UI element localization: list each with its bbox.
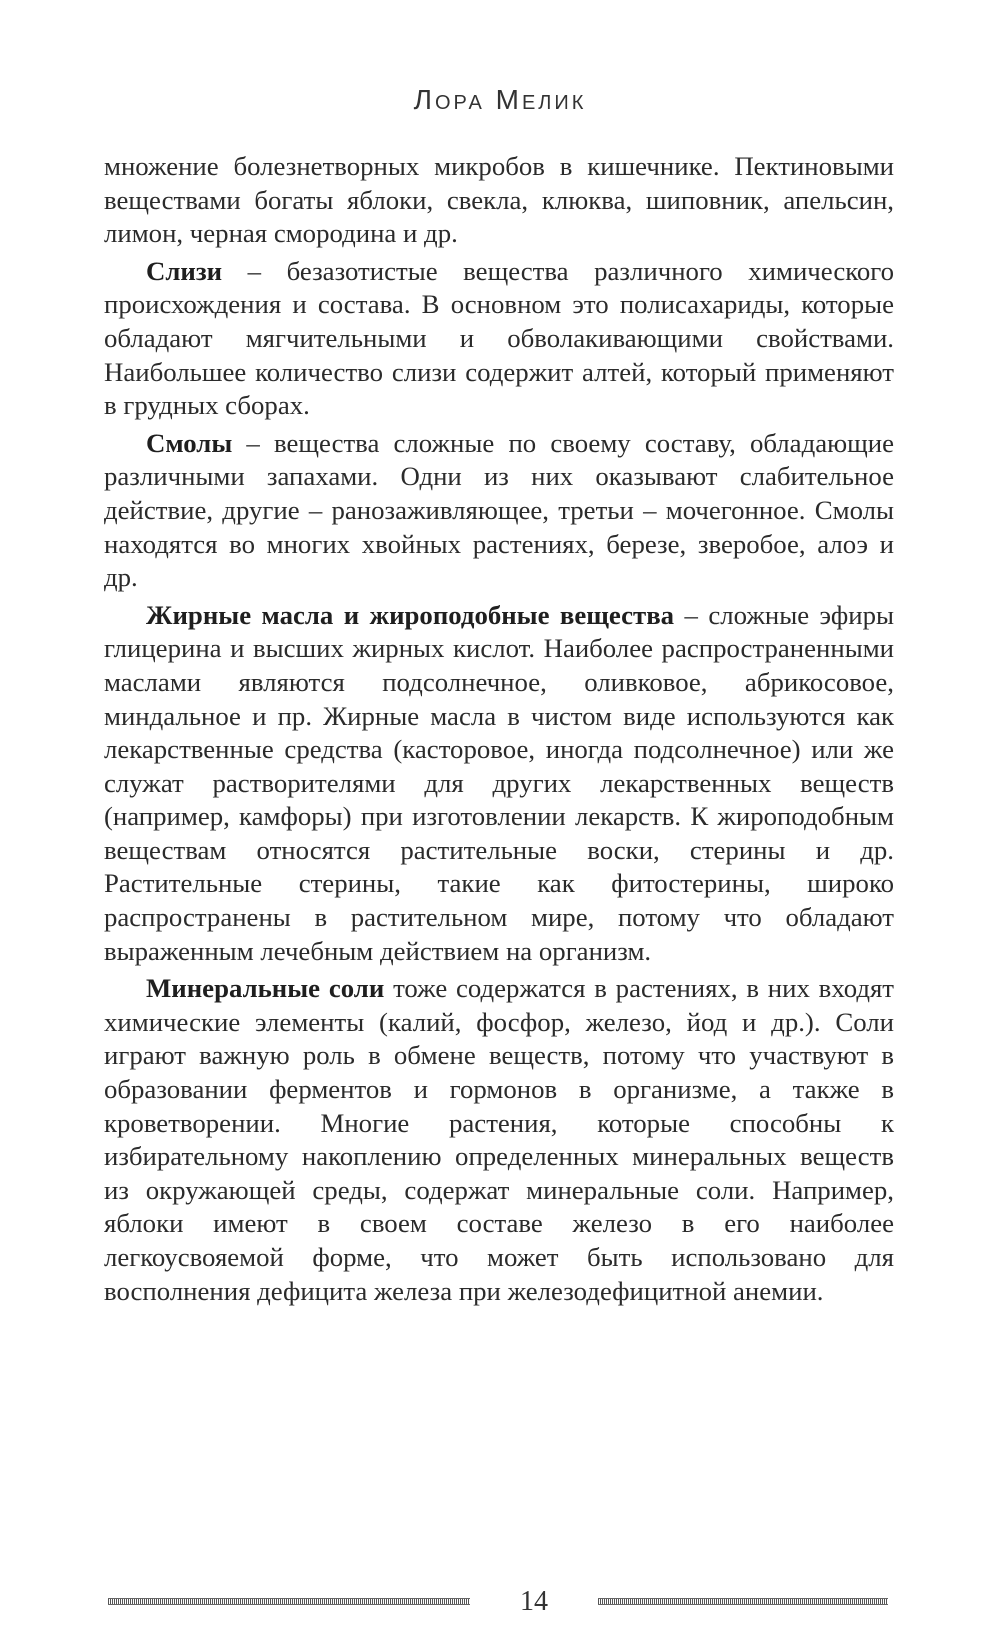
paragraph-text: – вещества сложные по своему составу, обладающие различными запахами. Одни из них оказывают слабительное действие, другие – ранозаживляющее, третьи – мочегонное. Смолы находятся во многих хвойных растениях, березе, зверобое, алоэ и др. xyxy=(104,427,894,593)
paragraph-text: тоже содержатся в растениях, в них входят химические элементы (калий, фосфор, железо, йод и др.). Соли играют важную роль в обмене веществ, потому что участвуют в образовании ферментов и гормонов в организме, а также в кроветворении. Многие растения, которые способны к избирательному накоплению определенных минеральных веществ из окружающей среды, содержат минеральные соли. Например, яблоки имеют в своем составе железо в его наиболее легкоусвояемой форме, что может быть использовано для восполнения дефицита железа при железодефицитной анемии. xyxy=(104,973,894,1306)
page-footer xyxy=(0,1586,1000,1626)
running-header xyxy=(0,84,1000,116)
paragraph-smoly xyxy=(104,427,894,595)
page-number: 14 xyxy=(520,1586,548,1617)
footer-rule-right xyxy=(598,1598,888,1605)
term-slizi: Слизи xyxy=(146,255,223,286)
paragraph-mineralnye-soli xyxy=(104,972,894,1308)
term-mineralnye-soli: Минеральные соли xyxy=(146,973,385,1004)
term-zhirnye-masla: Жирные масла и жироподобные вещества xyxy=(146,599,675,630)
footer-rule-left xyxy=(108,1598,470,1605)
paragraph-text: – безазотистые вещества различного химического происхождения и состава. В основном это полисахариды, которые обладают мягчительными и обволакивающими свойствами. Наибольшее количество слизи содержит алтей, который применяют в грудных сборах. xyxy=(104,255,894,421)
paragraph-text: – сложные эфиры глицерина и высших жирных кислот. Наиболее распространенными маслами являются подсолнечное, оливковое, абрикосовое, миндальное и пр. Жирные масла в чистом виде используются как лекарственные средства (касторовое, иногда подсолнечное) или же служат растворителями для других лекарственных веществ (например, камфоры) при изготовлении лекарств. К жироподобным веществам относятся растительные воски, стерины и др. Растительные стерины, такие как фитостерины, широко распространены в растительном мире, потому что обладают выраженным лечебным действием на организм. xyxy=(104,599,894,966)
paragraph-zhirnye-masla xyxy=(104,599,894,969)
paragraph-continuation xyxy=(104,150,894,251)
author-name: Лора Мелик xyxy=(413,84,587,115)
term-smoly: Смолы xyxy=(146,427,233,458)
paragraph-text: множение болезнетворных микробов в кишечнике. Пектиновыми веществами богаты яблоки, свекла, клюква, шиповник, апельсин, лимон, черная смородина и др. xyxy=(104,151,894,249)
paragraph-slizi xyxy=(104,255,894,423)
page-body xyxy=(104,150,894,1312)
